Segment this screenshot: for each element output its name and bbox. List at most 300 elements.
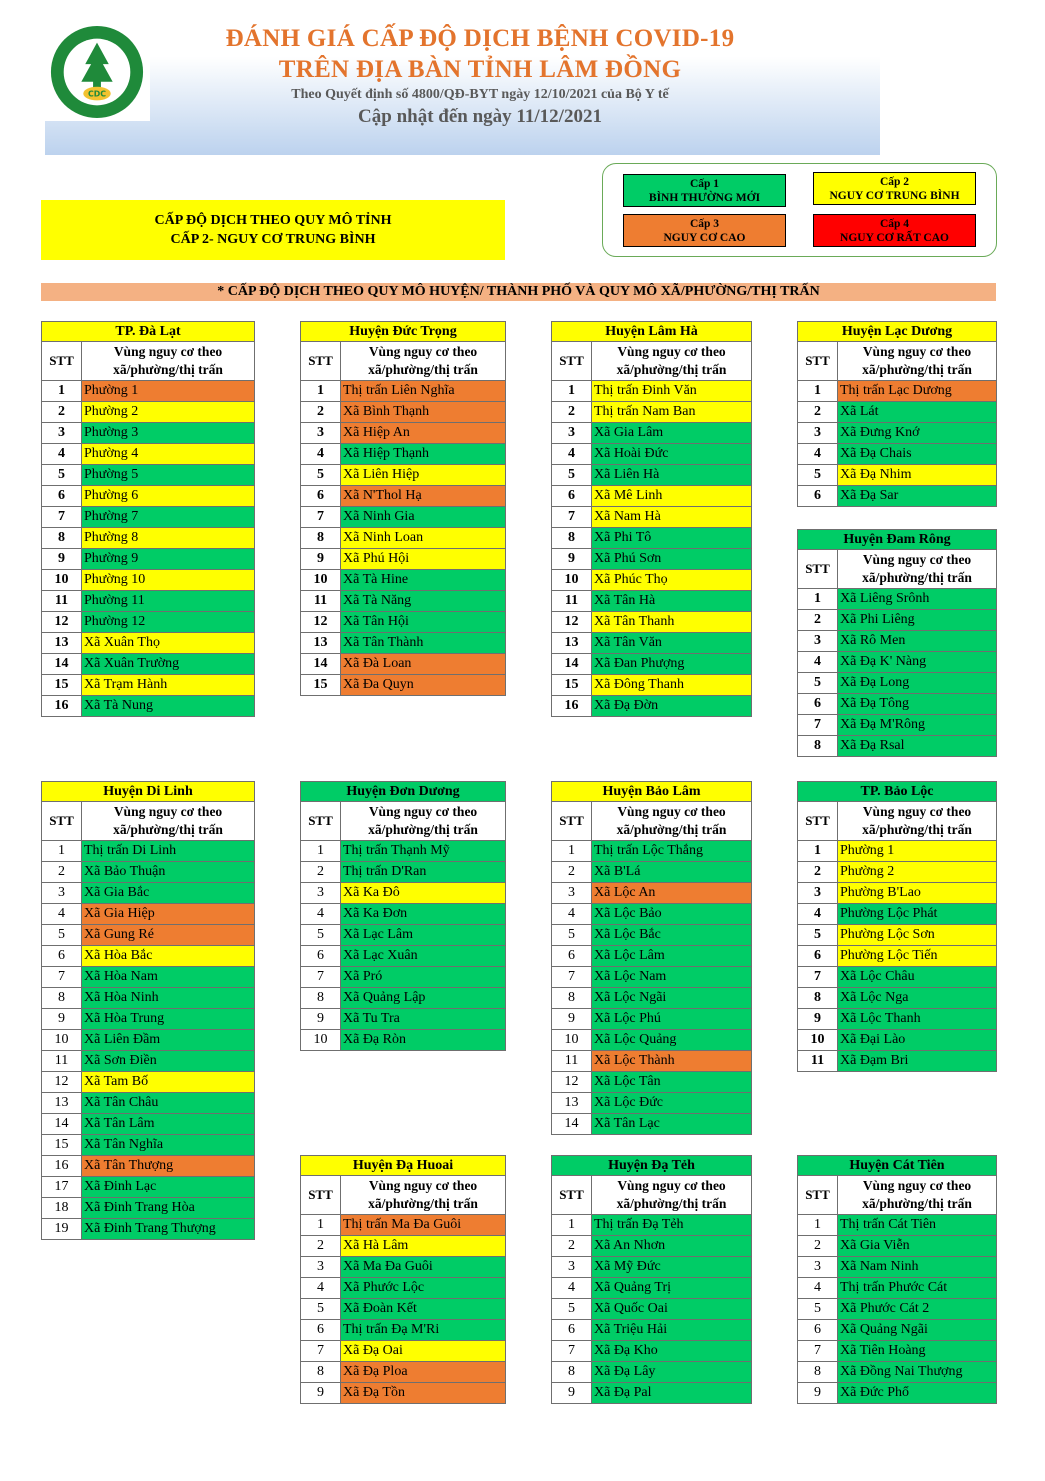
row-number: 5 [798,465,838,486]
stt-header: STT [301,802,341,841]
province-level-title: CẤP ĐỘ DỊCH THEO QUY MÔ TỈNH [154,213,392,228]
row-number: 4 [798,904,838,925]
commune-name: Thị trấn Thạnh Mỹ [341,841,506,862]
area-header: Vùng nguy cơ theo xã/phường/thị trấn [341,802,506,841]
commune-name: Phường 6 [82,486,255,507]
district-11-table [551,1155,752,1404]
row-number: 1 [552,841,592,862]
commune-name: Xã Đạ Đờn [592,696,752,717]
row-number: 1 [42,381,82,402]
row-number: 4 [798,1278,838,1299]
row-number: 5 [552,1299,592,1320]
row-number: 2 [301,402,341,423]
table-row [552,1093,752,1114]
table-row [42,1030,255,1051]
table-row [42,381,255,402]
table-row [42,654,255,675]
row-number: 7 [798,715,838,736]
row-number: 5 [42,465,82,486]
table-row [552,904,752,925]
commune-name: Xã Triệu Hải [592,1320,752,1341]
district-12-name: Huyện Cát Tiên [798,1156,997,1176]
area-header: Vùng nguy cơ theo xã/phường/thị trấn [592,1176,752,1215]
commune-name: Xã Nam Hà [592,507,752,528]
commune-name: Thị trấn Ma Đa Guôi [341,1215,506,1236]
commune-name: Xã Phi Tô [592,528,752,549]
table-row [301,1341,506,1362]
stt-header: STT [552,342,592,381]
commune-name: Xã Đưng Knớ [838,423,997,444]
title-line-2: TRÊN ĐỊA BÀN TỈNH LÂM ĐỒNG [278,56,682,83]
commune-name: Xã Xuân Trường [82,654,255,675]
commune-name: Xã Quảng Lập [341,988,506,1009]
commune-name: Phường Lộc Phát [838,904,997,925]
row-number: 3 [42,423,82,444]
commune-name: Xã Lộc Lâm [592,946,752,967]
commune-name: Xã Lộc Nam [592,967,752,988]
commune-name: Xã Tân Hà [592,591,752,612]
table-row [42,925,255,946]
stt-header: STT [301,342,341,381]
row-number: 5 [301,925,341,946]
row-number: 2 [42,402,82,423]
table-row [552,528,752,549]
commune-name: Phường 9 [82,549,255,570]
row-number: 17 [42,1177,82,1198]
table-row [301,675,506,696]
table-row [42,507,255,528]
row-number: 1 [42,841,82,862]
commune-name: Xã Xuân Thọ [82,633,255,654]
table-row [301,1383,506,1404]
commune-name: Xã Liên Hà [592,465,752,486]
row-number: 9 [301,1009,341,1030]
commune-name: Xã Đạ Long [838,673,997,694]
row-number: 2 [301,1236,341,1257]
stt-header: STT [42,802,82,841]
table-row [552,1051,752,1072]
commune-name: Thị trấn Cát Tiên [838,1215,997,1236]
row-number: 11 [301,591,341,612]
table-row [301,633,506,654]
table-row [552,654,752,675]
stt-header: STT [301,1176,341,1215]
commune-name: Phường B'Lao [838,883,997,904]
row-number: 7 [552,507,592,528]
commune-name: Xã Lạc Lâm [341,925,506,946]
table-row [552,925,752,946]
commune-name: Xã Đa Quyn [341,675,506,696]
table-row [301,1278,506,1299]
commune-name: Phường 7 [82,507,255,528]
row-number: 8 [552,988,592,1009]
table-row [552,591,752,612]
commune-name: Xã Tân Lâm [82,1114,255,1135]
commune-name: Xã Tu Tra [341,1009,506,1030]
table-row [42,1219,255,1240]
row-number: 4 [301,444,341,465]
row-number: 12 [552,612,592,633]
table-row [798,694,997,715]
row-number: 5 [42,925,82,946]
row-number: 9 [798,1009,838,1030]
table-row [301,925,506,946]
row-number: 3 [798,423,838,444]
table-row [301,507,506,528]
table-row [301,967,506,988]
commune-name: Xã Tam Bố [82,1072,255,1093]
commune-name: Thị trấn Đinh Văn [592,381,752,402]
commune-name: Xã Quảng Ngãi [838,1320,997,1341]
row-number: 8 [301,1362,341,1383]
table-row [798,715,997,736]
table-row [552,1362,752,1383]
row-number: 4 [301,904,341,925]
commune-name: Xã Đà Loan [341,654,506,675]
legend-level-1-label: BÌNH THƯỜNG MỚI [648,191,761,204]
commune-name: Phường 8 [82,528,255,549]
commune-name: Xã Đạ Chais [838,444,997,465]
row-number: 10 [42,1030,82,1051]
row-number: 3 [798,883,838,904]
row-number: 8 [798,988,838,1009]
table-row [798,967,997,988]
row-number: 11 [552,591,592,612]
row-number: 2 [798,862,838,883]
table-row [552,402,752,423]
row-number: 10 [301,570,341,591]
commune-name: Xã Tân Châu [82,1093,255,1114]
row-number: 10 [552,1030,592,1051]
table-row [798,1299,997,1320]
district-2-table [300,321,506,696]
table-row [798,1362,997,1383]
table-row [42,1177,255,1198]
commune-name: Phường Lộc Sơn [838,925,997,946]
row-number: 8 [552,1362,592,1383]
row-number: 14 [552,1114,592,1135]
commune-name: Thị trấn Lộc Thắng [592,841,752,862]
table-row [301,946,506,967]
row-number: 5 [552,465,592,486]
table-row [301,1362,506,1383]
table-row [42,841,255,862]
table-row [798,589,997,610]
district-12-table [797,1155,997,1404]
commune-name: Xã B'Lá [592,862,752,883]
legend-level-1 [623,174,786,207]
commune-name: Xã Đạ Tồn [341,1383,506,1404]
table-row [42,675,255,696]
row-number: 2 [552,862,592,883]
row-number: 6 [552,946,592,967]
commune-name: Xã Tà Năng [341,591,506,612]
row-number: 16 [42,1156,82,1177]
commune-name: Phường 2 [82,402,255,423]
table-row [42,444,255,465]
stt-header: STT [798,802,838,841]
stt-header: STT [42,342,82,381]
row-number: 14 [42,1114,82,1135]
row-number: 5 [798,673,838,694]
commune-name: Xã N'Thol Hạ [341,486,506,507]
commune-name: Thị trấn Liên Nghĩa [341,381,506,402]
table-row [301,1320,506,1341]
commune-name: Xã Lộc Quảng [592,1030,752,1051]
row-number: 1 [301,841,341,862]
table-row [552,444,752,465]
table-row [301,486,506,507]
row-number: 6 [552,1320,592,1341]
row-number: 3 [552,423,592,444]
table-row [552,1383,752,1404]
commune-name: Phường 2 [838,862,997,883]
commune-name: Xã Bình Thạnh [341,402,506,423]
table-row [552,1299,752,1320]
updated-date: Cập nhật đến ngày 11/12/2021 [358,106,602,127]
table-row [798,1320,997,1341]
area-header: Vùng nguy cơ theo xã/phường/thị trấn [838,342,997,381]
commune-name: Xã Mỹ Đức [592,1257,752,1278]
table-row [42,1093,255,1114]
table-row [798,423,997,444]
row-number: 3 [301,1257,341,1278]
legend-level-3-name: Cấp 3 [689,217,720,230]
table-row [798,862,997,883]
commune-name: Thị trấn Đạ Tẻh [592,1215,752,1236]
commune-name: Xã Lộc Thành [592,1051,752,1072]
table-row [42,1051,255,1072]
commune-name: Xã Bảo Thuận [82,862,255,883]
commune-name: Phường 12 [82,612,255,633]
row-number: 3 [552,1257,592,1278]
legend-level-1-name: Cấp 1 [689,177,720,190]
stt-header: STT [552,1176,592,1215]
row-number: 6 [301,946,341,967]
commune-name: Xã Lộc Bảo [592,904,752,925]
commune-name: Xã Phúc Thọ [592,570,752,591]
svg-text:CDC: CDC [88,89,106,99]
table-row [798,925,997,946]
table-row [42,591,255,612]
row-number: 3 [552,883,592,904]
district-4-table [797,321,997,507]
table-row [552,381,752,402]
commune-name: Xã Đạ Oai [341,1341,506,1362]
commune-name: Xã Đạ Rsal [838,736,997,757]
area-header: Vùng nguy cơ theo xã/phường/thị trấn [838,1176,997,1215]
table-row [798,883,997,904]
row-number: 2 [552,402,592,423]
row-number: 4 [798,652,838,673]
row-number: 3 [301,423,341,444]
table-row [301,570,506,591]
commune-name: Xã Lộc Ngãi [592,988,752,1009]
commune-name: Xã Hòa Trung [82,1009,255,1030]
district-2-name: Huyện Đức Trọng [301,322,506,342]
table-row [552,465,752,486]
row-number: 1 [798,381,838,402]
table-row [798,465,997,486]
row-number: 14 [301,654,341,675]
commune-name: Xã Đạ Tông [838,694,997,715]
table-row [552,1030,752,1051]
table-row [798,1236,997,1257]
row-number: 2 [42,862,82,883]
district-7-table [300,781,506,1051]
row-number: 7 [301,1341,341,1362]
commune-name: Xã Tà Nung [82,696,255,717]
cdc-logo [44,23,150,121]
row-number: 1 [301,381,341,402]
row-number: 5 [552,925,592,946]
table-row [301,1257,506,1278]
commune-name: Xã Nam Ninh [838,1257,997,1278]
table-row [552,612,752,633]
table-row [42,967,255,988]
district-9-name: TP. Bảo Lộc [798,782,997,802]
table-row [301,528,506,549]
table-row [42,1009,255,1030]
commune-name: Xã Tân Nghĩa [82,1135,255,1156]
row-number: 7 [301,967,341,988]
row-number: 4 [42,444,82,465]
commune-name: Thị trấn Phước Cát [838,1278,997,1299]
commune-name: Xã Đông Thanh [592,675,752,696]
commune-name: Thị trấn Lạc Dương [838,381,997,402]
row-number: 2 [552,1236,592,1257]
table-row [798,1215,997,1236]
commune-name: Xã Tân Thanh [592,612,752,633]
commune-name: Xã Tân Thượng [82,1156,255,1177]
commune-name: Phường 1 [838,841,997,862]
table-row [552,570,752,591]
table-row [42,570,255,591]
row-number: 18 [42,1198,82,1219]
commune-name: Xã Hà Lâm [341,1236,506,1257]
row-number: 12 [552,1072,592,1093]
commune-name: Xã Đinh Trang Hòa [82,1198,255,1219]
table-row [42,633,255,654]
table-row [552,1236,752,1257]
table-row [42,528,255,549]
table-row [552,841,752,862]
commune-name: Thị trấn Đạ M'Ri [341,1320,506,1341]
commune-name: Xã Trạm Hành [82,675,255,696]
commune-name: Xã Đức Phổ [838,1383,997,1404]
table-row [552,633,752,654]
table-row [42,402,255,423]
row-number: 3 [42,883,82,904]
commune-name: Xã Tân Văn [592,633,752,654]
row-number: 8 [42,988,82,1009]
row-number: 13 [552,633,592,654]
table-row [42,946,255,967]
commune-name: Phường Lộc Tiến [838,946,997,967]
row-number: 3 [798,1257,838,1278]
commune-name: Xã Lộc An [592,883,752,904]
row-number: 2 [798,1236,838,1257]
row-number: 6 [42,486,82,507]
area-header: Vùng nguy cơ theo xã/phường/thị trấn [82,342,255,381]
row-number: 11 [798,1051,838,1072]
commune-name: Xã Lộc Đức [592,1093,752,1114]
commune-name: Xã Liên Hiệp [341,465,506,486]
row-number: 1 [798,589,838,610]
commune-name: Xã Hòa Bắc [82,946,255,967]
row-number: 3 [798,631,838,652]
table-row [42,1135,255,1156]
title-line-1: ĐÁNH GIÁ CẤP ĐỘ DỊCH BỆNH COVID-19 [225,25,735,52]
row-number: 7 [552,1341,592,1362]
commune-name: Xã Đạ Kho [592,1341,752,1362]
table-row [552,988,752,1009]
district-9-table [797,781,997,1072]
table-row [301,465,506,486]
commune-name: Xã Lạc Xuân [341,946,506,967]
table-row [301,423,506,444]
commune-name: Xã Đồng Nai Thượng [838,1362,997,1383]
commune-name: Xã Đan Phượng [592,654,752,675]
stt-header: STT [552,802,592,841]
row-number: 15 [301,675,341,696]
commune-name: Xã Gia Bắc [82,883,255,904]
commune-name: Xã Gung Ré [82,925,255,946]
row-number: 7 [42,507,82,528]
commune-name: Xã Quảng Trị [592,1278,752,1299]
row-number: 8 [798,1362,838,1383]
stt-header: STT [798,342,838,381]
row-number: 9 [552,1383,592,1404]
table-row [798,1383,997,1404]
table-row [552,862,752,883]
district-7-name: Huyện Đơn Dương [301,782,506,802]
commune-name: Xã Lộc Phú [592,1009,752,1030]
row-number: 6 [301,1320,341,1341]
commune-name: Xã Pró [341,967,506,988]
table-row [552,883,752,904]
table-row [301,402,506,423]
table-row [798,1030,997,1051]
row-number: 4 [301,1278,341,1299]
commune-name: Xã Mê Linh [592,486,752,507]
commune-name: Xã Lộc Bắc [592,925,752,946]
commune-name: Xã Đạ Nhim [838,465,997,486]
district-6-name: Huyện Di Linh [42,782,255,802]
commune-name: Xã Hòa Ninh [82,988,255,1009]
province-level-box [41,200,505,260]
commune-name: Xã Đạm Bri [838,1051,997,1072]
row-number: 13 [42,633,82,654]
commune-name: Xã Gia Viễn [838,1236,997,1257]
table-row [301,1215,506,1236]
table-row [798,610,997,631]
row-number: 9 [42,1009,82,1030]
commune-name: Xã Gia Hiệp [82,904,255,925]
commune-name: Xã Phú Hội [341,549,506,570]
table-row [552,507,752,528]
commune-name: Xã Phước Lộc [341,1278,506,1299]
row-number: 13 [301,633,341,654]
row-number: 8 [301,528,341,549]
table-row [42,1156,255,1177]
commune-name: Xã Ka Đô [341,883,506,904]
table-row [798,673,997,694]
table-row [301,1236,506,1257]
row-number: 10 [552,570,592,591]
commune-name: Xã Lộc Thanh [838,1009,997,1030]
commune-name: Xã Gia Lâm [592,423,752,444]
